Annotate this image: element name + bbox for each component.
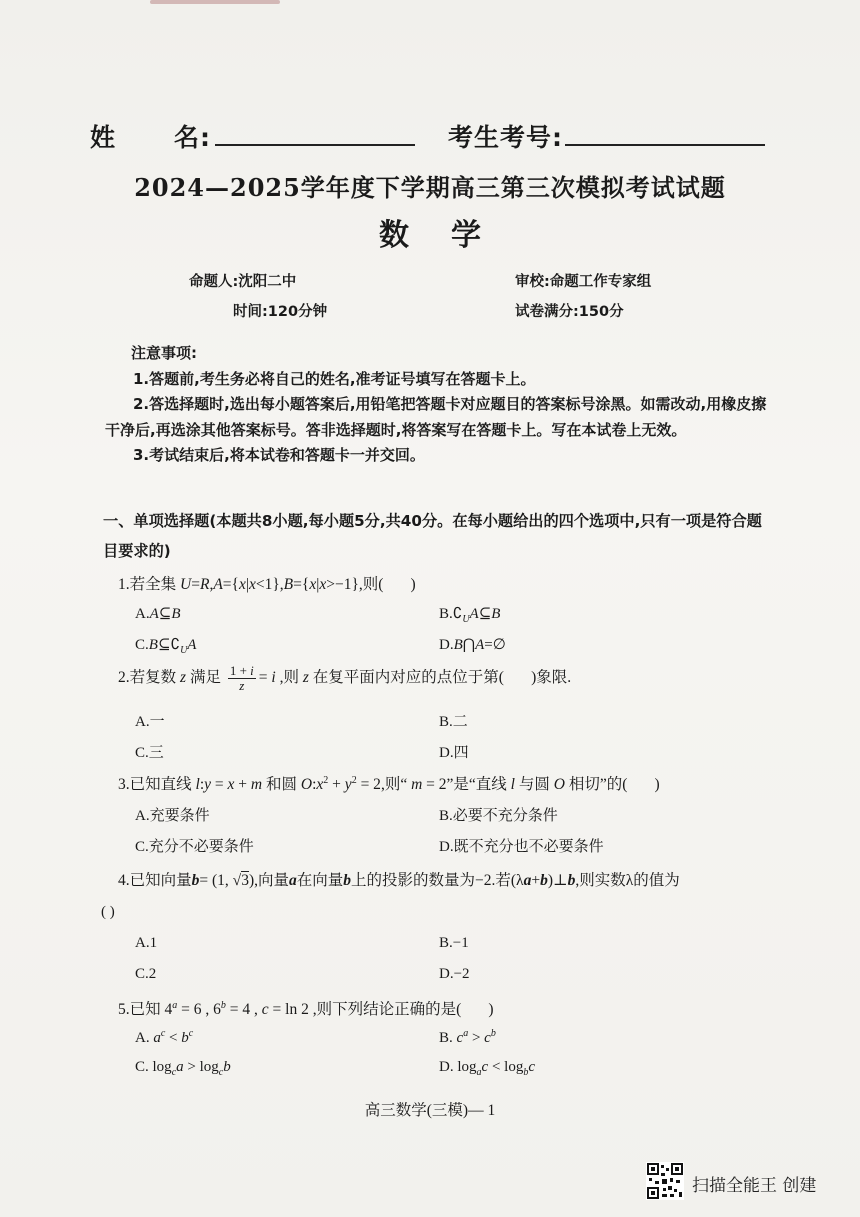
q2-option-c[interactable]: C.三 xyxy=(135,745,164,761)
name-label xyxy=(90,118,211,154)
q3-option-c[interactable]: C.充分不必要条件 xyxy=(135,839,254,855)
q1-option-b[interactable]: $B.∁_UA⊆B$ xyxy=(439,606,501,625)
name-label-char-2: 名: xyxy=(174,123,212,152)
name-blank-line[interactable] xyxy=(215,144,415,146)
q5-option-c[interactable]: C. $\log_ca > \log_cb$ xyxy=(135,1059,231,1078)
notice-block xyxy=(105,341,773,469)
q3-option-b[interactable]: B.必要不充分条件 xyxy=(439,808,558,824)
q4-text: ,向量 xyxy=(254,872,289,889)
question-3: 3.已知直线 l:y = x + m 和圆 $O:x^2 + y^2 = 2$,则“ m = 2”是“直线 l 与圆 O 相切”的( ) xyxy=(118,774,660,793)
q1-option-c[interactable]: $C.B⊆∁_UA$ xyxy=(135,637,197,656)
q3-text: ”是“直线 xyxy=(446,776,507,793)
notice-item-3: 3.考试结束后,将本试卷和答题卡一并交回。 xyxy=(133,446,425,464)
question-4: 4.已知向量b= (1, √3),向量a在向量b上的投影的数量为−2.若(λa+b)⊥b,则实数λ的值为 xyxy=(118,872,680,889)
option-label: C. xyxy=(135,637,149,653)
q1-option-a[interactable]: A.A⊆B xyxy=(135,606,181,622)
q3-text: 已知直线 xyxy=(129,776,192,793)
question-2: 2.若复数 z 满足 $\frac{1 + i}{z}$ = i ,则 z 在复平面内对应的点位于第( )象限. xyxy=(118,663,572,693)
question-number: 4. xyxy=(118,872,130,889)
notice-item-2: 2.答选择题时,选出每小题答案后,用铅笔把答题卡对应题目的答案标号涂黑。如需改动,用橡皮擦干净后,再选涂其他答案标号。答非选择题时,将答案写在答题卡上。写在本试卷上无效。 xyxy=(105,395,767,439)
candidate-info-row xyxy=(90,118,780,154)
q2-option-a[interactable]: A.一 xyxy=(135,714,165,730)
q5-option-b[interactable]: B. $c^a > c^b$ xyxy=(439,1028,496,1046)
fraction: $\frac{1 + i}{z}$ xyxy=(229,663,254,693)
qr-code-icon xyxy=(646,1162,684,1200)
option-label: A. xyxy=(135,606,150,622)
page-footer: 高三数学(三模)— 1 xyxy=(364,1102,496,1119)
q2-text: 满足 xyxy=(189,669,221,687)
q5-text: 已知 xyxy=(129,1001,161,1018)
scanner-watermark xyxy=(646,1162,846,1202)
q5-option-a[interactable]: A. $a^c < b^c$ xyxy=(135,1028,194,1046)
subject-title: 数学 xyxy=(379,218,523,253)
q1-option-d[interactable]: D.B⋂A=∅ xyxy=(439,637,506,653)
q5-text: ) xyxy=(488,1001,494,1018)
q2-text: )象限. xyxy=(531,669,572,687)
option-label: B. xyxy=(439,606,453,622)
section-heading: 一、单项选择题(本题共8小题,每小题5分,共40分。在每小题给出的四个选项中,只有一项是符合题目要求的) xyxy=(103,512,762,560)
candidate-id-label: 考生考号: xyxy=(448,123,563,152)
question-number: 1. xyxy=(118,576,130,593)
name-label-char-1: 姓 xyxy=(90,123,117,152)
q3-text: ,则“ xyxy=(380,776,408,793)
notice-heading: 注意事项: xyxy=(131,344,197,362)
q4-text: 在向量 xyxy=(296,872,344,889)
option-label: B. xyxy=(439,1030,453,1046)
q2-text: 在复平面内对应的点位于第( xyxy=(312,669,504,687)
q4-option-d[interactable]: D.−2 xyxy=(439,966,470,982)
option-label: D. xyxy=(439,1059,454,1075)
question-number: 2. xyxy=(118,669,130,687)
q2-option-b[interactable]: B.二 xyxy=(439,714,468,730)
q4-text: 已知向量 xyxy=(129,872,192,889)
question-5: 5.已知 $4^a = 6$ , $6^b = 4$ , c = ln 2 ,则下列结论正确的是( ) xyxy=(118,999,494,1018)
reviewer-info: 审校:命题工作专家组 xyxy=(515,274,652,290)
q2-text: ,则 xyxy=(279,669,299,687)
q5-text: ,则下列结论正确的是( xyxy=(312,1001,462,1018)
q3-text: 和圆 xyxy=(266,776,298,793)
q2-text: 若复数 xyxy=(129,669,177,687)
q4-option-b[interactable]: B.−1 xyxy=(439,935,469,951)
q4-option-a[interactable]: A.1 xyxy=(135,935,158,951)
q3-text: ) xyxy=(654,776,660,793)
q3-option-d[interactable]: D.既不充分也不必要条件 xyxy=(439,839,604,855)
q5-option-d[interactable]: D. $\log_ac < \log_bc$ xyxy=(439,1059,535,1078)
option-label: A. xyxy=(135,1030,150,1046)
option-label: C. xyxy=(135,1059,149,1075)
q4-text: ,则实数λ的值为 xyxy=(575,872,680,889)
q2-option-d[interactable]: D.四 xyxy=(439,745,469,761)
question-1: 1.若全集 U=R,A={x|x<1},B={x|x>−1},则( ) xyxy=(118,576,416,593)
time-info: 时间:120分钟 xyxy=(233,304,328,320)
q4-answer-paren: ( ) xyxy=(101,904,115,920)
q3-text: 相切”的( xyxy=(568,776,628,793)
score-info: 试卷满分:150分 xyxy=(515,304,624,320)
exam-title: 2024—2025学年度下学期高三第三次模拟考试试题 xyxy=(134,173,726,202)
q3-text: 与圆 xyxy=(518,776,550,793)
q4-option-c[interactable]: C.2 xyxy=(135,966,157,982)
question-number: 3. xyxy=(118,776,130,793)
q3-option-a[interactable]: A.充要条件 xyxy=(135,808,210,824)
question-number: 5. xyxy=(118,1001,130,1018)
watermark-text: 扫描全能王 创建 xyxy=(692,1176,817,1196)
candidate-id-blank-line[interactable] xyxy=(565,144,765,146)
notice-item-1: 1.答题前,考生务必将自己的姓名,准考证号填写在答题卡上。 xyxy=(133,369,536,388)
q4-text: 上的投影的数量为−2.若 xyxy=(351,872,511,889)
option-label: D. xyxy=(439,637,454,653)
paper-stain xyxy=(150,0,280,4)
author-info: 命题人:沈阳二中 xyxy=(189,274,297,290)
